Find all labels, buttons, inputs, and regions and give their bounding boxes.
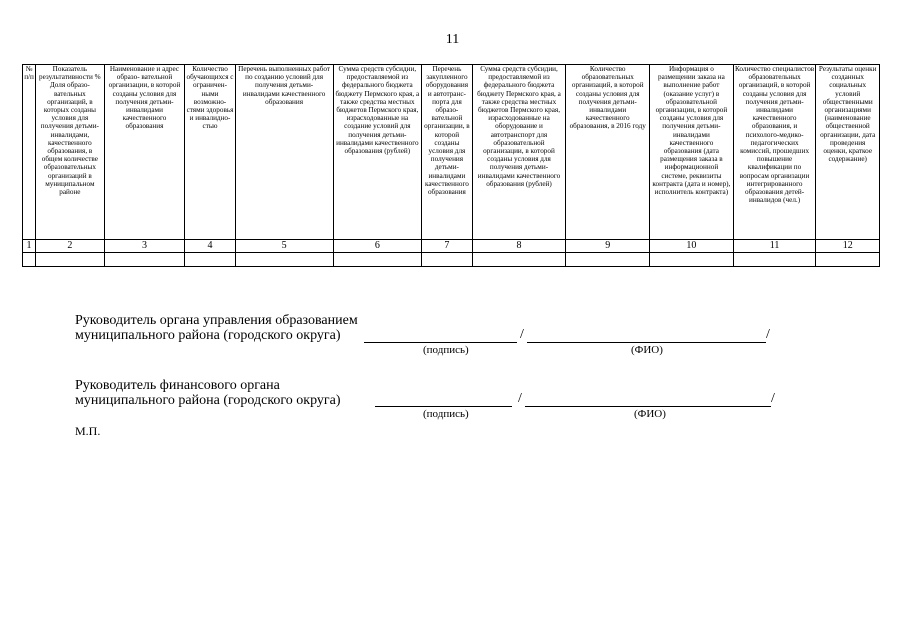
signature-caption: (подпись) — [423, 344, 469, 356]
table-cell[interactable] — [104, 253, 185, 267]
table-cell[interactable] — [235, 253, 333, 267]
separator-slash: / — [771, 391, 775, 406]
column-number: 9 — [566, 240, 650, 253]
separator-slash: / — [518, 391, 522, 406]
finance-head-title-line2: муниципального района (городского округа) — [75, 393, 341, 408]
column-number: 12 — [816, 240, 880, 253]
empty-data-row — [23, 253, 880, 267]
column-number-row — [23, 240, 880, 253]
column-number: 1 — [23, 240, 36, 253]
column-number: 5 — [235, 240, 333, 253]
header-cell: Показатель результативности % Доля образо- вательных организаций, в которых созданы условия для получения детьми- инвалидами, качественного образования, в общем количестве образовательных организаций в муниципальном районе — [36, 65, 105, 240]
column-number: 2 — [36, 240, 105, 253]
header-cell: Перечень закупленного оборудования и автотранс- порта для образо- вательной организации, в которой созданы условия для получения детьми- инвалидами качественного образования — [422, 65, 472, 240]
table-cell[interactable] — [816, 253, 880, 267]
header-cell: Наименование и адрес образо- вательной организации, в которой созданы условия для получения детьми-инвалидами качественного образования — [104, 65, 185, 240]
column-number: 7 — [422, 240, 472, 253]
page-number: 11 — [445, 32, 460, 47]
separator-slash: / — [766, 327, 770, 342]
header-cell: Сумма средств субсидии, предоставляемой из федерального бюджета бюджету Пермского края, а также средства местных бюджетов Пермского края, израсходованные на оборудование и автотранспорт для образовательной организации, в которой созданы условия для получения детьми- инвалидами качественного образования (рублей) — [472, 65, 566, 240]
table-cell[interactable] — [36, 253, 105, 267]
column-number: 10 — [650, 240, 734, 253]
table-cell[interactable] — [333, 253, 422, 267]
header-cell: Результаты оценки созданных социальных условий общественными организациями (наименование общественной организации, дата проведения оценки, краткое содержание) — [816, 65, 880, 240]
signature-caption: (подпись) — [423, 408, 469, 420]
seal-mark: М.П. — [75, 424, 101, 438]
header-cell: Количество обучающихся с ограничен- ными возможно- стями здоровья и инвалидно- стью — [185, 65, 235, 240]
table-cell[interactable] — [733, 253, 816, 267]
header-cell: Количество специалистов образовательных организаций, в которой созданы условия для получения детьми- инвалидами качественного образования, и психолого-медико- педагогических комиссий, прошедших повышение квалификации по вопросам организации интегрированного образования детей-инвалидов (чел.) — [733, 65, 816, 240]
column-number: 3 — [104, 240, 185, 253]
table-cell[interactable] — [185, 253, 235, 267]
finance-head-title-line1: Руководитель финансового органа — [75, 378, 280, 393]
header-cell: Перечень выполненных работ по созданию условий для получения детьми- инвалидами качественного образования — [235, 65, 333, 240]
table-cell[interactable] — [566, 253, 650, 267]
finance-name-line[interactable] — [525, 406, 771, 407]
table-cell[interactable] — [422, 253, 472, 267]
header-cell: № п/п — [23, 65, 36, 240]
separator-slash: / — [520, 327, 524, 342]
finance-signature-line[interactable] — [375, 406, 512, 407]
column-number: 8 — [472, 240, 566, 253]
column-number: 6 — [333, 240, 422, 253]
column-number: 4 — [185, 240, 235, 253]
name-caption: (ФИО) — [634, 408, 666, 420]
header-cell: Информация о размещении заказа на выполнение работ (оказание услуг) в образовательной организации, в которой созданы условия для получения детьми- инвалидами качественного образования (дата размещения заказа в информационной системе, реквизиты контракта (дата и номер), исполнитель контракта) — [650, 65, 734, 240]
name-caption: (ФИО) — [631, 344, 663, 356]
header-row — [23, 65, 880, 240]
header-cell: Сумма средств субсидии, предоставляемой из федерального бюджета бюджету Пермского края, а также средства местных бюджетов Пермского края, израсходованные на создание условий для получения детьми- инвалидами качественного образования (рублей) — [333, 65, 422, 240]
header-cell: Количество образовательных организаций, в которой созданы условия для получения детьми- инвалидами качественного образования, в 2016 году — [566, 65, 650, 240]
table-cell[interactable] — [472, 253, 566, 267]
education-name-line[interactable] — [527, 342, 766, 343]
column-number: 11 — [733, 240, 816, 253]
education-head-title-line1: Руководитель органа управления образованием — [75, 313, 358, 328]
table-cell[interactable] — [650, 253, 734, 267]
table-cell[interactable] — [23, 253, 36, 267]
education-signature-line[interactable] — [364, 342, 517, 343]
report-table — [22, 64, 880, 267]
education-head-title-line2: муниципального района (городского округа) — [75, 328, 341, 343]
